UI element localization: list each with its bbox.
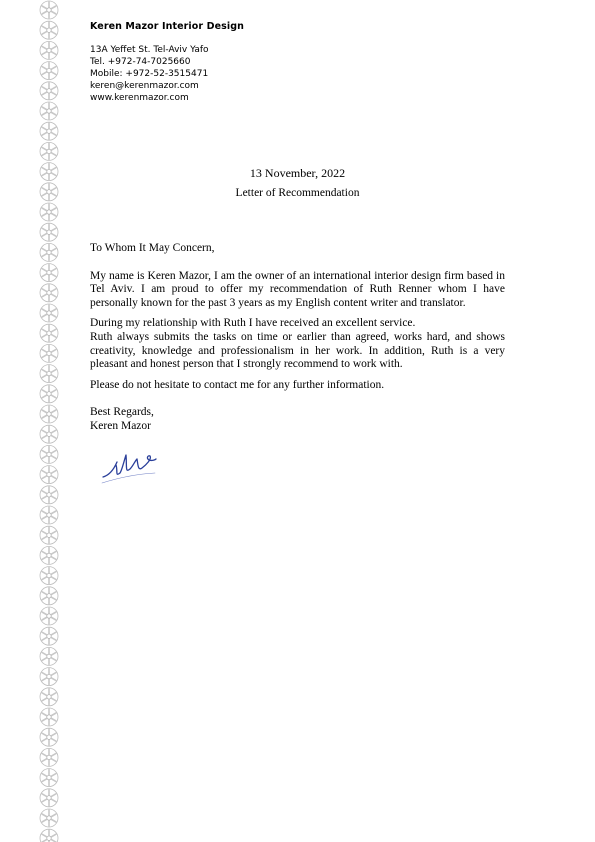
letter-date: 13 November, 2022 [249, 166, 346, 180]
floral-medallion-icon [40, 587, 58, 605]
contact-block [90, 44, 209, 104]
paragraph-introduction: My name is Keren Mazor, I am the owner of an international interior design firm based in Tel Aviv. I am proud to offer my recommendation of Ruth Renner whom I have personally known for the past 3 years as my English content writer and translator. [90, 269, 505, 309]
floral-medallion-icon [40, 668, 58, 686]
floral-medallion-icon [40, 82, 58, 100]
floral-border-pattern [38, 0, 60, 842]
salutation: To Whom It May Concern, [90, 242, 215, 254]
floral-medallion-icon [40, 688, 58, 706]
floral-medallion-icon [40, 142, 58, 160]
floral-medallion-icon [40, 62, 58, 80]
email-link[interactable]: keren@kerenmazor.com [90, 81, 199, 91]
floral-medallion-icon [40, 324, 58, 342]
decorative-floral-border [38, 0, 60, 842]
signer-name: Keren Mazor [90, 419, 151, 432]
floral-medallion-icon [40, 607, 58, 625]
floral-medallion-icon [40, 708, 58, 726]
floral-medallion-icon [40, 243, 58, 261]
signature-icon [100, 447, 160, 489]
floral-medallion-icon [40, 425, 58, 443]
floral-medallion-icon [40, 486, 58, 504]
floral-medallion-icon [40, 647, 58, 665]
floral-medallion-icon [40, 264, 58, 282]
floral-medallion-icon [40, 546, 58, 564]
floral-medallion-icon [40, 122, 58, 140]
floral-medallion-icon [40, 466, 58, 484]
floral-medallion-icon [40, 506, 58, 524]
phone-line: Tel. +972-74-7025660 [90, 57, 191, 67]
floral-medallion-icon [40, 829, 58, 842]
floral-medallion-icon [40, 405, 58, 423]
floral-medallion-icon [40, 284, 58, 302]
floral-medallion-icon [40, 627, 58, 645]
floral-medallion-icon [40, 41, 58, 59]
letter-body [90, 242, 505, 434]
floral-medallion-icon [40, 809, 58, 827]
company-name: Keren Mazor Interior Design [90, 21, 244, 32]
floral-medallion-icon [40, 445, 58, 463]
mobile-line: Mobile: +972-52-3515471 [90, 69, 209, 79]
floral-medallion-icon [40, 567, 58, 585]
paragraph-qualities: Ruth always submits the tasks on time or earlier than agreed, works hard, and shows creativity, knowledge and professionalism in her work. In addition, Ruth is a very pleasant and honest person that I strongly recommend to work with. [90, 330, 505, 371]
floral-medallion-icon [40, 789, 58, 807]
floral-medallion-icon [40, 748, 58, 766]
paragraph-contact: Please do not hesitate to contact me for any further information. [90, 378, 385, 391]
paragraph-service: During my relationship with Ruth I have received an excellent service. [90, 317, 416, 330]
floral-medallion-icon [40, 385, 58, 403]
floral-medallion-icon [40, 365, 58, 383]
floral-medallion-icon [40, 344, 58, 362]
floral-medallion-icon [40, 1, 58, 19]
floral-medallion-icon [40, 728, 58, 746]
closing: Best Regards, [90, 406, 154, 419]
floral-medallion-icon [40, 102, 58, 120]
floral-medallion-icon [40, 223, 58, 241]
handwritten-signature [100, 447, 160, 489]
address-line: 13A Yeffet St. Tel-Aviv Yafo [90, 45, 209, 55]
website-link[interactable]: www.kerenmazor.com [90, 93, 189, 103]
floral-medallion-icon [40, 526, 58, 544]
floral-medallion-icon [40, 203, 58, 221]
letter-subject: Letter of Recommendation [235, 187, 360, 199]
floral-medallion-icon [40, 21, 58, 39]
floral-medallion-icon [40, 304, 58, 322]
floral-medallion-icon [40, 769, 58, 787]
